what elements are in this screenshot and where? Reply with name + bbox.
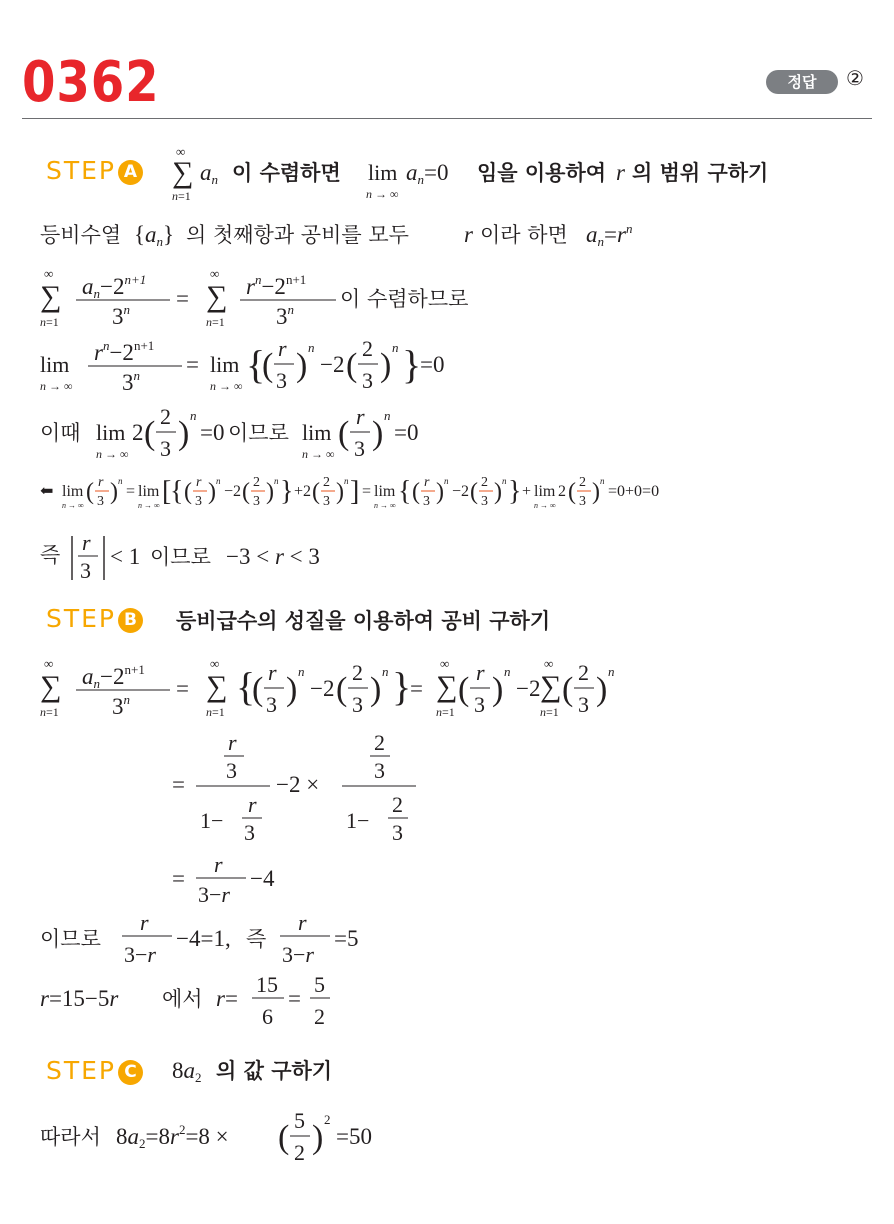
svg-text:r: r [196, 475, 202, 490]
svg-text:n=1: n=1 [206, 705, 225, 719]
svg-text:∞: ∞ [544, 656, 554, 671]
svg-text:−4: −4 [250, 866, 275, 891]
svg-text:{: { [398, 476, 412, 507]
svg-text:): ) [110, 479, 118, 505]
svg-text:an−2n+1: $an-2^{n+1}$ [82, 272, 147, 301]
svg-text:{an}: {an} [134, 222, 175, 249]
svg-text:2: 2 [314, 1004, 325, 1029]
svg-text:3: 3 [253, 494, 260, 509]
svg-text:n → ∞: n → ∞ [210, 379, 243, 393]
svg-text:an−2n+1: $an-2^{n+1}$ [82, 662, 145, 691]
svg-text:2: 2 [253, 475, 260, 490]
header-divider [22, 118, 872, 119]
svg-text:6: 6 [262, 1004, 273, 1029]
svg-text:3: 3 [579, 494, 586, 509]
svg-text:lim: lim [62, 483, 84, 500]
svg-text:n: n [216, 476, 221, 486]
svg-text:(: ( [562, 671, 574, 708]
svg-text:n → ∞: n → ∞ [374, 501, 396, 510]
svg-text:r: r [476, 660, 485, 685]
svg-text:(: ( [252, 671, 264, 708]
svg-text:=0: =0 [394, 420, 419, 445]
svg-text:[: [ [162, 476, 172, 507]
svg-text:): ) [312, 1119, 324, 1156]
line-limit-expression [40, 330, 740, 404]
svg-text:(: ( [262, 347, 274, 384]
svg-text:): ) [596, 671, 608, 708]
svg-text:(: ( [312, 479, 320, 505]
line-range-of-r [40, 526, 540, 586]
line-solve-r [40, 970, 440, 1032]
svg-text:∑: ∑ [436, 670, 458, 703]
step-a-label [46, 156, 143, 185]
svg-text:3: 3 [481, 494, 488, 509]
svg-text:5: 5 [314, 972, 325, 997]
svg-text:2: 2 [160, 404, 171, 429]
svg-text:2: 2 [374, 730, 385, 755]
line-series-converges [40, 262, 740, 336]
problem-number: 0362 [22, 50, 160, 115]
step-b-label [46, 604, 143, 633]
svg-text:=0: =0 [200, 420, 225, 445]
svg-text:이라 하면: 이라 하면 [480, 223, 568, 247]
svg-text:n: n [444, 476, 449, 486]
svg-text:∞: ∞ [440, 656, 450, 671]
svg-text:=5: =5 [334, 926, 359, 951]
svg-text:): ) [296, 347, 308, 384]
svg-text:에서: 에서 [162, 987, 203, 1011]
svg-text:an: an [200, 160, 218, 187]
line-itte [40, 400, 740, 470]
svg-text:r: r [464, 222, 473, 247]
svg-text:): ) [494, 479, 502, 505]
svg-text:(: ( [184, 479, 192, 505]
svg-text:(: ( [568, 479, 576, 505]
step-a-text: STEP [46, 156, 117, 185]
svg-text:∞: ∞ [210, 266, 220, 281]
svg-text:r: r [98, 475, 104, 490]
svg-text:n: n [504, 664, 511, 679]
svg-text:r: r [356, 404, 365, 429]
svg-text:∞: ∞ [44, 656, 54, 671]
svg-text:lim: lim [302, 420, 332, 445]
svg-text:r: r [248, 792, 257, 817]
svg-text:의 값 구하기: 의 값 구하기 [216, 1059, 333, 1083]
svg-text:n: n [308, 340, 315, 355]
svg-text:즉: 즉 [246, 927, 267, 951]
svg-text:n: n [118, 476, 123, 486]
svg-text:n → ∞: n → ∞ [534, 501, 556, 510]
svg-text:n: n [608, 664, 615, 679]
svg-text:3−r: 3−r [282, 942, 314, 967]
svg-text:< 1: < 1 [110, 544, 141, 569]
svg-text:2: 2 [352, 660, 363, 685]
answer-badge: 정답 [766, 70, 838, 94]
svg-text:(: ( [458, 671, 470, 708]
answer-value: ② [846, 66, 864, 90]
svg-text:r: r [228, 730, 237, 755]
svg-text:(: ( [86, 479, 94, 505]
svg-text:=: = [410, 676, 423, 701]
line-series-split [40, 652, 760, 730]
svg-text:n: n [190, 408, 197, 423]
svg-text:∑: ∑ [206, 670, 228, 703]
svg-text:(: ( [338, 415, 350, 452]
svg-text:=50: =50 [336, 1124, 372, 1149]
svg-text:3−r: 3−r [124, 942, 156, 967]
svg-text:3: 3 [423, 494, 430, 509]
line-equation [40, 908, 540, 968]
svg-text:n=1: n=1 [540, 705, 559, 719]
svg-text:3n: 3$^n$ [112, 302, 130, 329]
svg-text:2: 2 [392, 792, 403, 817]
svg-text:3: 3 [354, 436, 365, 461]
svg-text:n → ∞: n → ∞ [302, 447, 335, 461]
svg-text:n: n [392, 340, 399, 355]
svg-text:}: } [508, 476, 522, 507]
svg-text:−2: −2 [224, 483, 242, 500]
svg-text:lim: lim [368, 160, 398, 185]
svg-text:임을 이용하여: 임을 이용하여 [477, 161, 607, 185]
svg-text:=: = [362, 483, 372, 500]
svg-text:): ) [436, 479, 444, 505]
svg-text:−4=1,: −4=1, [176, 926, 231, 951]
svg-text:∑: ∑ [40, 670, 62, 703]
svg-text:=0: =0 [420, 352, 445, 377]
svg-text:]: ] [350, 476, 360, 507]
svg-text:−2: −2 [310, 676, 335, 701]
svg-text:3: 3 [80, 558, 91, 583]
svg-text:3−r: 3−r [198, 882, 230, 907]
svg-text:3: 3 [474, 692, 485, 717]
svg-text:n: n [298, 664, 305, 679]
svg-text:2: 2 [132, 420, 144, 445]
svg-text:): ) [336, 479, 344, 505]
svg-text:lim: lim [40, 352, 70, 377]
svg-text:n=1: n=1 [40, 705, 59, 719]
svg-text:): ) [380, 347, 392, 384]
svg-text:의 범위 구하기: 의 범위 구하기 [632, 161, 769, 185]
svg-text:an=rn: $an=r^n$ [586, 221, 633, 249]
svg-text:): ) [178, 415, 190, 452]
svg-text:r: r [424, 475, 430, 490]
svg-text:lim: lim [374, 483, 396, 500]
svg-text:3n: 3$^n$ [276, 302, 294, 329]
svg-text:lim: lim [534, 483, 556, 500]
svg-text:3: 3 [244, 820, 255, 845]
svg-text:}: } [392, 664, 412, 709]
svg-text:=: = [172, 866, 185, 891]
svg-text:3: 3 [97, 494, 104, 509]
svg-text:rn−2n+1: $r^n-2^{n+1}$ [246, 272, 307, 299]
svg-text:): ) [492, 671, 504, 708]
svg-text:{: { [236, 664, 256, 709]
svg-text:n=1: n=1 [172, 189, 191, 203]
svg-text:r: r [278, 336, 287, 361]
svg-text:2: 2 [481, 475, 488, 490]
svg-text:=: = [186, 352, 199, 377]
svg-text:}: } [402, 342, 422, 387]
svg-text:이므로: 이므로 [228, 421, 289, 445]
step-c-badge: C [118, 1060, 143, 1085]
svg-text:): ) [592, 479, 600, 505]
step-a-title [170, 140, 820, 204]
svg-text:이 수렴하므로: 이 수렴하므로 [340, 287, 469, 311]
svg-text:n: n [382, 664, 389, 679]
svg-text:n=1: n=1 [436, 705, 455, 719]
svg-text:3: 3 [578, 692, 589, 717]
svg-text:(: ( [336, 671, 348, 708]
svg-text:lim: lim [138, 483, 160, 500]
svg-text:n → ∞: n → ∞ [138, 501, 160, 510]
svg-text:∑: ∑ [540, 670, 562, 703]
svg-text:−2: −2 [320, 352, 345, 377]
svg-text:3n: 3$^n$ [112, 692, 130, 719]
svg-text:): ) [372, 415, 384, 452]
step-b-title: 등비급수의 성질을 이용하여 공비 구하기 [176, 609, 551, 633]
svg-text:): ) [208, 479, 216, 505]
svg-text:r: r [616, 160, 625, 185]
step-b-text: STEP [46, 604, 117, 633]
svg-text:r: r [214, 852, 223, 877]
svg-text:r: r [298, 910, 307, 935]
step-c-label [46, 1056, 143, 1085]
svg-text:n: n [384, 408, 391, 423]
svg-text:): ) [286, 671, 298, 708]
svg-text:r: r [140, 910, 149, 935]
svg-text:3: 3 [195, 494, 202, 509]
svg-text:(: ( [278, 1119, 290, 1156]
svg-text:): ) [266, 479, 274, 505]
svg-text:2: 2 [294, 1140, 305, 1165]
line-fraction-form [170, 728, 470, 848]
svg-text:5: 5 [294, 1108, 305, 1133]
svg-text:⬅: ⬅ [40, 483, 54, 500]
svg-text:): ) [370, 671, 382, 708]
step-a-badge: A [118, 160, 143, 185]
svg-text:r: r [82, 530, 91, 555]
svg-text:2: 2 [324, 1112, 331, 1127]
svg-text:이 수렴하면: 이 수렴하면 [232, 161, 341, 185]
svg-text:n → ∞: n → ∞ [40, 379, 73, 393]
svg-text:n: n [344, 476, 349, 486]
svg-text:즉: 즉 [40, 543, 61, 567]
line-final-answer [40, 1104, 460, 1174]
svg-text:=0+0=0: =0+0=0 [608, 483, 660, 500]
svg-text:3: 3 [266, 692, 277, 717]
line-simplified [170, 850, 370, 910]
svg-text:∞: ∞ [176, 144, 186, 159]
svg-text:rn−2n+1: $r^n-2^{n+1}$ [94, 338, 155, 365]
svg-text:∑: ∑ [40, 280, 62, 313]
svg-text:−2: −2 [516, 676, 541, 701]
svg-text:(: ( [346, 347, 358, 384]
svg-text:(: ( [470, 479, 478, 505]
svg-text:2: 2 [579, 475, 586, 490]
svg-text:2: 2 [362, 336, 373, 361]
svg-text:n → ∞: n → ∞ [96, 447, 129, 461]
svg-text:−3 < r < 3: −3 < r < 3 [226, 544, 320, 569]
svg-text:+2: +2 [294, 483, 312, 500]
svg-text:∑: ∑ [172, 156, 194, 189]
svg-text:+: + [522, 483, 532, 500]
svg-text:}: } [280, 476, 294, 507]
svg-text:=: = [176, 676, 189, 701]
svg-text:3n: 3$^n$ [122, 368, 140, 395]
svg-text:=: = [288, 986, 301, 1011]
svg-text:r: r [268, 660, 277, 685]
svg-text:r=: r= [216, 986, 238, 1011]
svg-text:2: 2 [323, 475, 330, 490]
svg-text:이때: 이때 [40, 421, 81, 445]
svg-text:(: ( [144, 415, 156, 452]
svg-text:의 첫째항과 공비를 모두: 의 첫째항과 공비를 모두 [186, 223, 409, 247]
svg-text:∞: ∞ [210, 656, 220, 671]
svg-text:∑: ∑ [206, 280, 228, 313]
svg-text:{: { [246, 342, 266, 387]
svg-text:−2 ×: −2 × [276, 772, 320, 797]
svg-text:15: 15 [256, 972, 278, 997]
line-geometric-sequence [40, 214, 740, 254]
svg-text:3: 3 [226, 758, 237, 783]
svg-text:n=1: n=1 [40, 315, 59, 329]
step-b-badge: B [118, 608, 143, 633]
svg-text:n: n [502, 476, 507, 486]
svg-text:n: n [274, 476, 279, 486]
svg-text:1−: 1− [346, 808, 370, 833]
svg-text:8a2: 8a2 [172, 1058, 202, 1085]
svg-text:{: { [170, 476, 184, 507]
svg-text:이므로: 이므로 [150, 545, 211, 569]
step-c-text: STEP [46, 1056, 117, 1085]
step-c-title [170, 1050, 430, 1090]
svg-text:n → ∞: n → ∞ [366, 187, 399, 201]
svg-text:lim: lim [210, 352, 240, 377]
svg-text:2: 2 [558, 483, 566, 500]
svg-text:2: 2 [578, 660, 589, 685]
svg-text:=: = [176, 286, 189, 311]
svg-text:lim: lim [96, 420, 126, 445]
svg-text:an=0: an=0 [406, 160, 449, 187]
svg-text:n → ∞: n → ∞ [62, 501, 84, 510]
svg-text:3: 3 [362, 368, 373, 393]
svg-text:이므로: 이므로 [40, 927, 101, 951]
svg-text:3: 3 [160, 436, 171, 461]
note-limit-split [40, 468, 800, 516]
svg-text:=: = [172, 772, 185, 797]
svg-text:등비수열: 등비수열 [40, 223, 122, 247]
svg-text:(: ( [412, 479, 420, 505]
svg-text:8a2=8r2=8 ×: $8a2=8r^2=8$ × [116, 1122, 229, 1151]
svg-text:(: ( [242, 479, 250, 505]
svg-text:3: 3 [352, 692, 363, 717]
svg-text:r=15−5r: r=15−5r [40, 986, 119, 1011]
svg-text:3: 3 [392, 820, 403, 845]
svg-text:3: 3 [374, 758, 385, 783]
svg-text:3: 3 [323, 494, 330, 509]
svg-text:3: 3 [276, 368, 287, 393]
svg-text:−2: −2 [452, 483, 470, 500]
svg-text:=: = [126, 483, 136, 500]
svg-text:1−: 1− [200, 808, 224, 833]
svg-text:n=1: n=1 [206, 315, 225, 329]
svg-text:∞: ∞ [44, 266, 54, 281]
svg-text:따라서: 따라서 [40, 1125, 101, 1149]
svg-text:n: n [600, 476, 605, 486]
